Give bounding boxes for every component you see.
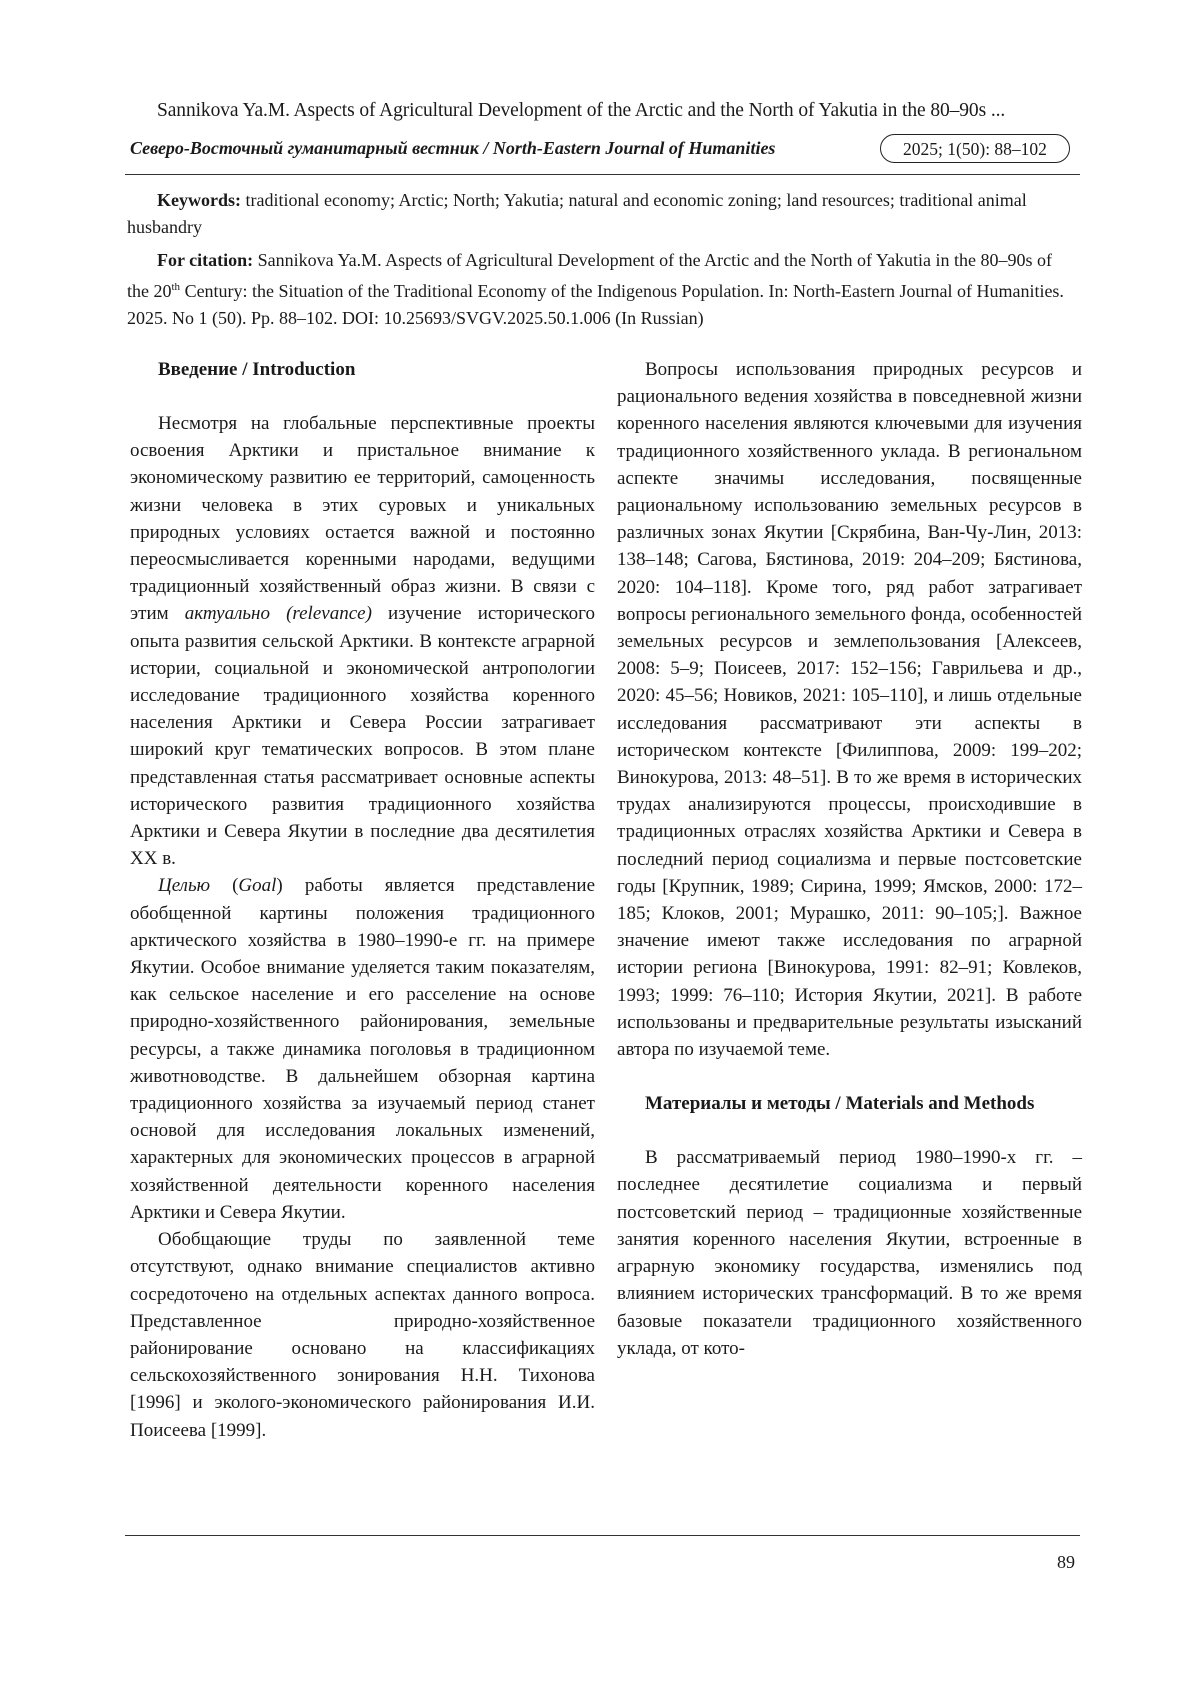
intro-paragraph-1 [130, 410, 595, 872]
page-number: 89 [1057, 1552, 1075, 1572]
keywords-text: traditional economy; Arctic; North; Yakutia; natural and economic zoning; land resources; traditional animal husbandry [127, 190, 1027, 237]
methods-paragraph-1: В рассматриваемый период 1980–1990-х гг. – последнее десятилетие социализма и первый постсоветский период – традиционные хозяйственные занятия коренного населения Якутии, встроенные в аграрную экономику государства, изменялись под влиянием исторических трансформаций. В то же время базовые показатели традиционного хозяйственного уклада, от кото- [617, 1147, 1082, 1359]
goal-paren: ( [210, 875, 239, 897]
intro-p1-text-a: Несмотря на глобальные перспективные проекты освоения Арктики и пристальное внимание к экономическому развитию ее территорий, самоценность жизни человека в этих суровых и уникальных природных условиях остается важной и постоянно переосмысливается коренными народами, ведущими традиционный хозяйственный образ жизни. В связи с этим [130, 413, 595, 625]
running-title: Sannikova Ya.M. Aspects of Agricultural Development of the Arctic and the North of Yakutia in the 80–90s ... [157, 100, 1006, 121]
methods-heading: Материалы и методы / Materials and Methods [645, 1093, 1035, 1115]
intro-paragraph-2 [130, 872, 595, 1226]
goal-term-ru: Целью [158, 875, 211, 897]
issue-badge: 2025; 1(50): 88–102 [880, 134, 1070, 163]
introduction-heading: Введение / Introduction [158, 359, 356, 380]
goal-term-en: Goal [238, 875, 277, 897]
left-column [130, 356, 595, 1444]
journal-title: Северо-Восточный гуманитарный вестник / North-Eastern Journal of Humanities [130, 138, 776, 158]
footer-divider [125, 1535, 1080, 1536]
header-divider [125, 174, 1080, 175]
intro-p1-text-b: изучение исторического опыта развития сельской Арктики. В контексте аграрной истории, социальной и экономической антропологии исследование традиционного хозяйства коренного населения Арктики и Севера России затрагивает широкий круг тематических вопросов. В этом плане представленная статья рассматривает основные аспекты исторического развития традиционного хозяйства Арктики и Севера Якутии в последние два десятилетия XX в. [130, 603, 596, 870]
keywords-block [127, 187, 1077, 241]
relevance-term: актуально (relevance) [184, 603, 372, 625]
right-column [617, 356, 1082, 1362]
right-paragraph-1: Вопросы использования природных ресурсов и рационального ведения хозяйства в повседневной жизни коренного населения являются ключевыми для изучения традиционного хозяйственного уклада. В региональном аспекте значимы исследования, посвященные рациональному использованию земельных ресурсов в различных зонах Якутии [Скрябина, Ван-Чу-Лин, 2013: 138–148; Сагова, Бястинова, 2019: 204–209; Бястинова, 2020: 104–118]. Кроме того, ряд работ затрагивает вопросы регионального земельного фонда, особенностей земельных ресурсов и землепользования [Алексеев, 2008: 5–9; Поисеев, 2017: 152–156; Гаврильева и др., 2020: 45–56; Новиков, 2021: 105–110], и лишь отдельные исследования рассматривают эти аспекты в историческом контексте [Филиппова, 2009: 199–202; Винокурова, 2013: 48–51]. В то же время в исторических трудах анализируются процессы, происходившие в традиционных отраслях хозяйства Арктики и Севера в последний период социализма и первые постсоветские годы [Крупник, 1989; Сирина, 1999; Ямсков, 2000: 172–185; Клоков, 2001; Мурашко, 2011: 90–105;]. Важное значение имеют также исследования по аграрной истории региона [Винокурова, 1991: 82–91; Ковлеков, 1993; 1999: 76–110; История Якутии, 2021]. В работе использованы и предварительные результаты изысканий автора по изучаемой теме. [617, 359, 1082, 1061]
citation-block [127, 247, 1077, 332]
citation-label: For citation: [157, 250, 254, 270]
citation-text-a: Sannikova Ya.M. Aspects of Agricultural Development of the Arctic and the North of Yakutia in the 80–90s of the 20 [127, 250, 1053, 301]
keywords-label: Keywords: [157, 190, 241, 210]
citation-superscript: th [171, 281, 181, 293]
citation-text-b: Century: the Situation of the Traditional Economy of the Indigenous Population. In: North-Eastern Journal of Humanities. 2025. No 1 (50). Pp. 88–102. DOI: 10.25693/SVGV.2025.50.1.006 (In Russian) [127, 281, 1064, 328]
intro-paragraph-3: Обобщающие труды по заявленной теме отсутствуют, однако внимание специалистов активно сосредоточено на отдельных аспектах данного вопроса. Представленное природно-хозяйственное районирование основано на классификациях сельскохозяйственного зонирования Н.Н. Тихонова [1996] и эколого-экономического районирования И.И. Поисеева [1999]. [130, 1229, 595, 1441]
intro-p2-text: ) работы является представление обобщенной картины положения традиционного арктического хозяйства в 1980–1990-е гг. на примере Якутии. Особое внимание уделяется таким показателям, как сельское население и его расселение на основе природно-хозяйственного районирования, земельные ресурсы, а также динамика поголовья в традиционном животноводстве. В дальнейшем обзорная картина традиционного хозяйства за изучаемый период станет основой для исследования локальных изменений, характерных для экономических процессов в аграрной хозяйственной деятельности коренного населения Арктики и Севера Якутии. [130, 875, 596, 1223]
